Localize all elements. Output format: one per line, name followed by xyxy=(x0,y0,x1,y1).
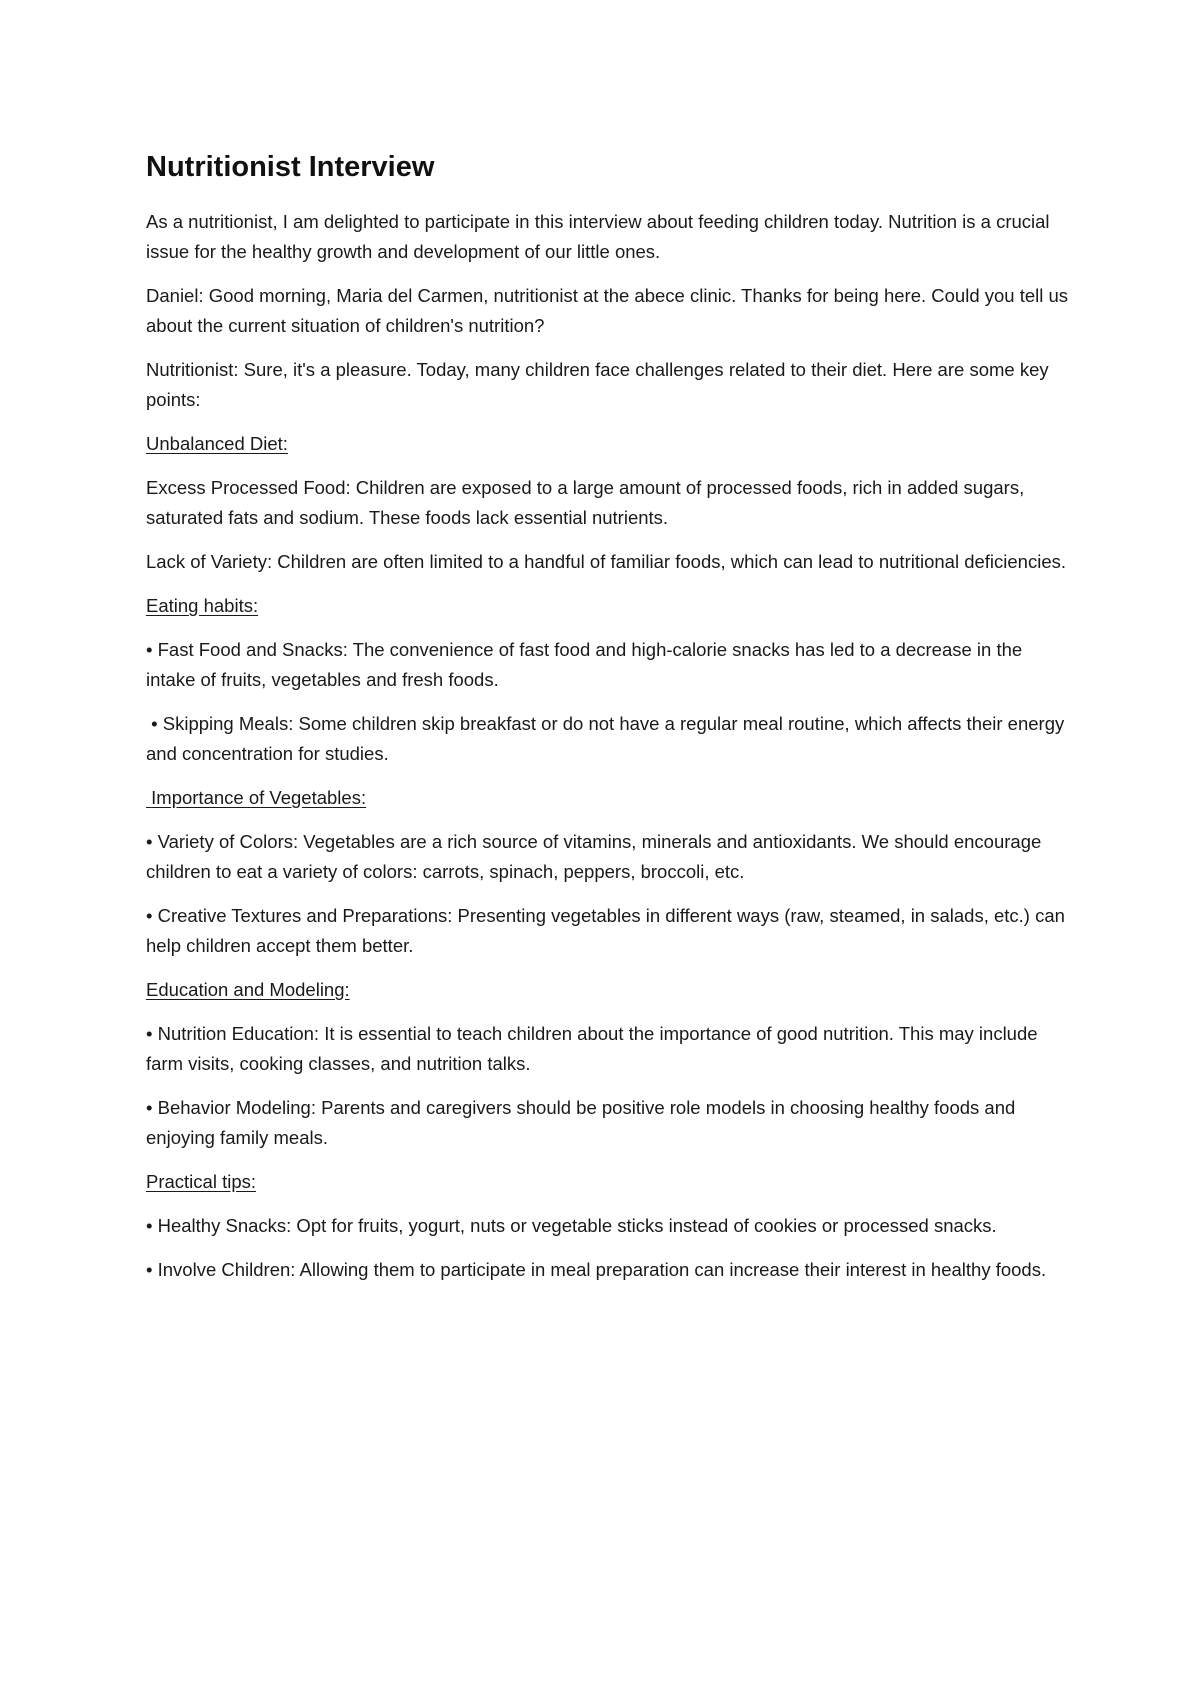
bullet-behavior-modeling: • Behavior Modeling: Parents and caregivers should be positive role models in choosing healthy foods and enjoying family meals. xyxy=(146,1096,1016,1148)
paragraph-lack-of-variety: Lack of Variety: Children are often limited to a handful of familiar foods, which can lead to nutritional deficiencies. xyxy=(146,550,1067,572)
section-heading-eating-habits: Eating habits: xyxy=(146,594,259,616)
nutritionist-answer: Nutritionist: Sure, it's a pleasure. Today, many children face challenges related to their diet. Here are some key points: xyxy=(146,358,1049,410)
document-title: Nutritionist Interview xyxy=(146,151,435,183)
section-heading-vegetables: Importance of Vegetables: xyxy=(146,786,367,808)
paragraph-excess-processed-food: Excess Processed Food: Children are exposed to a large amount of processed foods, rich in added sugars, saturated fats and sodium. These foods lack essential nutrients. xyxy=(146,476,1025,528)
bullet-involve-children: • Involve Children: Allowing them to participate in meal preparation can increase their interest in healthy foods. xyxy=(146,1258,1047,1280)
bullet-fast-food: • Fast Food and Snacks: The convenience of fast food and high-calorie snacks has led to a decrease in the intake of fruits, vegetables and fresh foods. xyxy=(146,638,1023,690)
section-heading-education-modeling: Education and Modeling: xyxy=(146,978,350,1000)
section-heading-unbalanced-diet: Unbalanced Diet: xyxy=(146,432,288,454)
intro-paragraph: As a nutritionist, I am delighted to participate in this interview about feeding children today. Nutrition is a crucial issue for the healthy growth and development of our little ones. xyxy=(146,210,1050,262)
bullet-skipping-meals: • Skipping Meals: Some children skip breakfast or do not have a regular meal routine, which affects their energy and concentration for studies. xyxy=(146,712,1070,764)
daniel-question: Daniel: Good morning, Maria del Carmen, nutritionist at the abece clinic. Thanks for being here. Could you tell us about the current situation of children's nutrition? xyxy=(146,284,1069,336)
bullet-creative-textures: • Creative Textures and Preparations: Presenting vegetables in different ways (raw, steamed, in salads, etc.) can help children accept them better. xyxy=(146,904,1065,956)
bullet-healthy-snacks: • Healthy Snacks: Opt for fruits, yogurt, nuts or vegetable sticks instead of cookies or processed snacks. xyxy=(146,1214,997,1236)
bullet-nutrition-education: • Nutrition Education: It is essential to teach children about the importance of good nutrition. This may include farm visits, cooking classes, and nutrition talks. xyxy=(146,1022,1038,1074)
section-heading-practical-tips: Practical tips: xyxy=(146,1170,257,1192)
bullet-variety-of-colors: • Variety of Colors: Vegetables are a rich source of vitamins, minerals and antioxidants. We should encourage children to eat a variety of colors: carrots, spinach, peppers, broccoli, etc. xyxy=(146,830,1042,882)
document-page xyxy=(146,150,1076,1299)
